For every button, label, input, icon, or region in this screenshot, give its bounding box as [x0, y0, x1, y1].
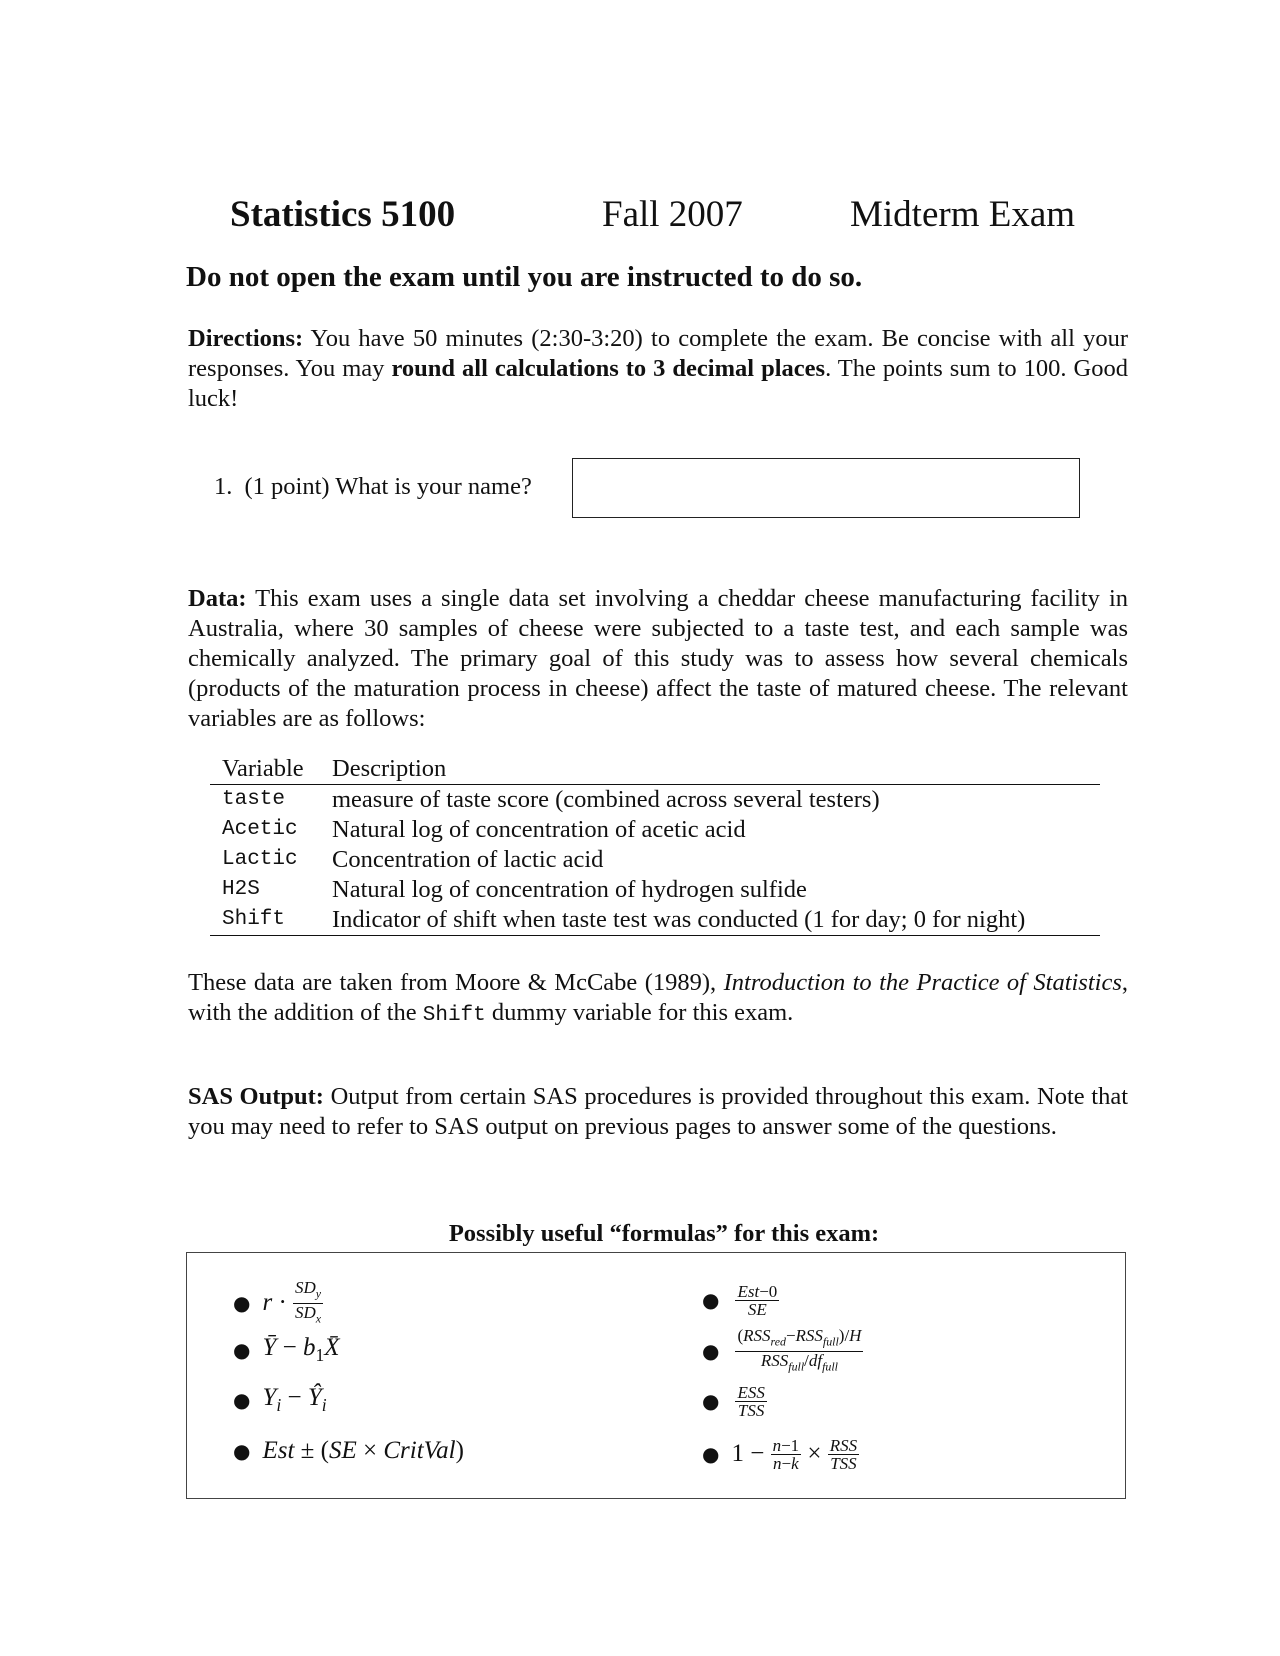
variables-grid — [210, 754, 1100, 936]
formula-f-test: ● $\frac{(RSS_{red}-RSS_{full})/H}{RSS_{full}/df_{full}}$ — [702, 1326, 862, 1373]
bullet-icon: ● — [702, 1389, 720, 1413]
source-text-2: , with the addition of the — [188, 969, 1128, 1026]
source-code: Shift — [422, 1004, 486, 1027]
source-text-1: These data are taken from Moore & McCabe (1989), — [188, 969, 724, 996]
bullet-icon: ● — [233, 1338, 251, 1362]
name-answer-box[interactable] — [572, 458, 1080, 518]
header-description: Description — [320, 754, 1100, 785]
data-label: Data: — [188, 585, 247, 612]
table-row — [210, 875, 1100, 905]
variable-name: Shift — [210, 905, 320, 936]
source-text-3: dummy variable for this exam. — [485, 999, 794, 1026]
variable-name: H2S — [222, 878, 260, 901]
directions-paragraph — [188, 324, 1128, 414]
formula-intercept: ● Ȳ − $b_1X̄$ — [233, 1334, 340, 1365]
bullet-icon: ● — [702, 1442, 720, 1466]
header-variable: Variable — [210, 754, 320, 785]
table-header-row — [210, 754, 1100, 785]
variable-name: Acetic — [222, 818, 298, 841]
variable-name: taste — [222, 788, 286, 811]
formula-residual: ● $Y_i$ − $Ŷ_i$ — [233, 1384, 327, 1415]
table-row — [210, 815, 1100, 845]
bullet-icon: ● — [702, 1339, 720, 1363]
formula-adjusted-r-squared: ● 1 − $\frac{n-1}{n-k}$ × $\frac{\text{RSS}}{\text{TSS}}$ — [702, 1435, 858, 1473]
directions-text-2: . The points sum to 100. Good luck! — [188, 355, 1129, 412]
bullet-icon: ● — [702, 1288, 720, 1312]
variable-description: Natural log of concentration of acetic acid — [332, 816, 746, 843]
variable-description: measure of taste score (combined across several testers) — [332, 786, 880, 813]
exam-title: Midterm Exam — [850, 194, 1076, 235]
bullet-icon: ● — [233, 1439, 251, 1463]
sas-label: SAS Output: — [188, 1083, 324, 1110]
formulas-title: Possibly useful “formulas” for this exam: — [448, 1220, 880, 1247]
course-title: Statistics 5100 — [230, 194, 456, 235]
formula-slope: ● r · $\frac{SD_y}{SD_x}$ — [233, 1278, 322, 1325]
bullet-icon: ● — [233, 1388, 251, 1412]
table-row — [210, 905, 1100, 936]
formula-confidence-interval: ● Est ± (SE × CritVal) — [233, 1437, 464, 1464]
data-paragraph — [188, 584, 1128, 734]
formula-t-statistic: ● $\frac{\text{Est−0}}{SE}$ — [702, 1281, 778, 1319]
source-book-title: Introduction to the Practice of Statistics — [723, 969, 1122, 996]
question-1 — [214, 473, 532, 501]
bullet-icon: ● — [233, 1291, 251, 1315]
question-1-text: (1 point) What is your name? — [244, 473, 532, 500]
variable-description: Concentration of lactic acid — [332, 846, 604, 873]
variables-table — [210, 754, 1100, 936]
question-1-number: 1. — [214, 473, 233, 500]
sas-text: Output from certain SAS procedures is provided throughout this exam. Note that you may need to refer to SAS output on previous pages to answer some of the questions. — [188, 1083, 1129, 1140]
variable-description: Indicator of shift when taste test was conducted (1 for day; 0 for night) — [320, 905, 1100, 936]
term-title: Fall 2007 — [602, 194, 743, 235]
directions-text-1: You have 50 minutes (2:30-3:20) to complete the exam. Be concise with all your responses. You may — [188, 325, 1128, 382]
variable-name: Lactic — [222, 848, 298, 871]
formula-r-squared: ● $\frac{\text{ESS}}{\text{TSS}}$ — [702, 1382, 765, 1420]
directions-label: Directions: — [188, 325, 304, 352]
directions-emphasis: round all calculations to 3 decimal places — [391, 355, 826, 382]
table-row — [210, 845, 1100, 875]
data-text: This exam uses a single data set involving a cheddar cheese manufacturing facility in Australia, where 30 samples of cheese were subjected to a taste test, and each sample was chemically analyzed. The primary goal of this study was to assess how several chemicals (products of the maturation process in cheese) affect the taste of matured cheese. The relevant variables are as follows: — [188, 585, 1128, 732]
sas-paragraph — [188, 1082, 1128, 1142]
table-row — [210, 785, 1100, 816]
warning-heading: Do not open the exam until you are instructed to do so. — [186, 261, 863, 293]
source-paragraph — [188, 968, 1128, 1031]
variable-description: Natural log of concentration of hydrogen sulfide — [332, 876, 807, 903]
